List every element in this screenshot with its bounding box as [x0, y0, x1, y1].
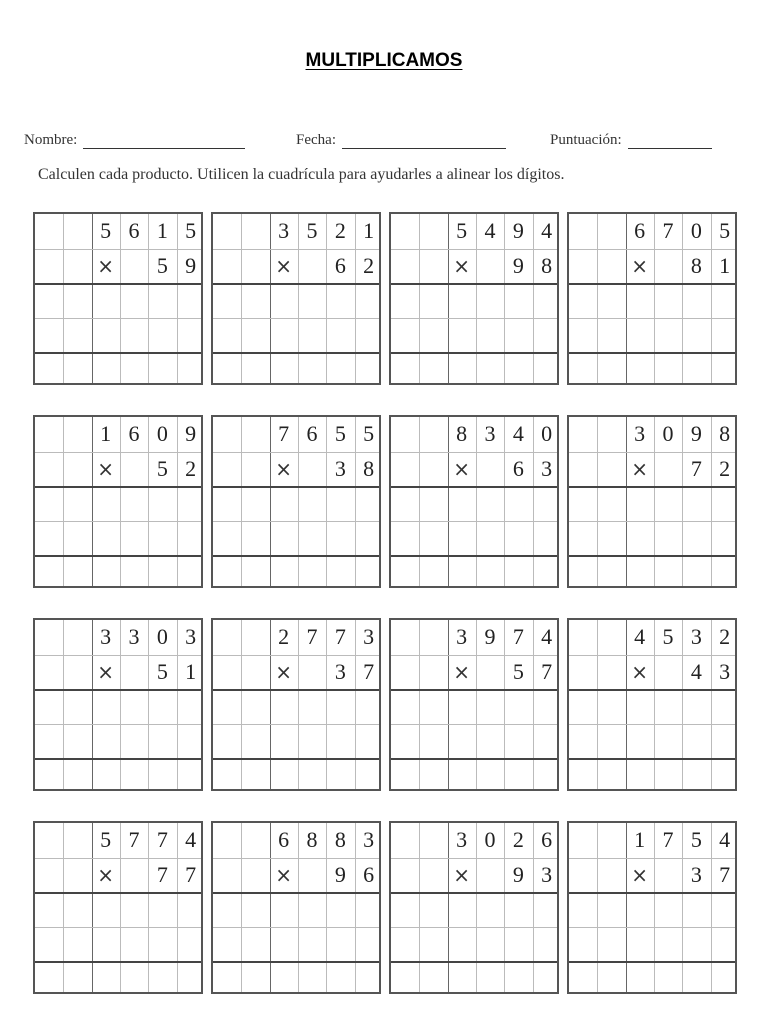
multiplicand-digit: 3	[278, 218, 290, 243]
problem-box	[567, 618, 737, 791]
problem-box	[33, 618, 203, 791]
multiplicand-digit: 6	[278, 827, 290, 852]
multiplicand-digit: 3	[634, 421, 646, 446]
multiplicand-digit: 2	[334, 218, 346, 243]
answer-area[interactable]	[391, 689, 557, 789]
problem-box	[389, 821, 559, 994]
answer-area[interactable]	[391, 486, 557, 586]
multiplicand-digit: 5	[719, 218, 731, 243]
multiplicand-digit: 7	[278, 421, 290, 446]
multiplicand-digit: 3	[456, 827, 468, 852]
multiply-sign: ×	[97, 253, 115, 278]
multiplicand-digit: 3	[363, 827, 375, 852]
multiplicand-digit: 5	[334, 421, 346, 446]
multiplicand-digit: 1	[363, 218, 375, 243]
problem-box	[33, 212, 203, 385]
multiplicand-digit: 6	[306, 421, 318, 446]
multiplier-digit: 7	[690, 455, 702, 481]
multiplicand-digit: 5	[456, 218, 468, 243]
header-fields	[24, 130, 748, 160]
answer-area[interactable]	[569, 283, 735, 383]
multiplicand-digit: 2	[512, 827, 524, 852]
multiplier-digit: 5	[156, 455, 168, 481]
multiplier-digit: 2	[185, 455, 197, 481]
multiplier-digit: 1	[185, 658, 197, 684]
multiplicand-digit: 0	[662, 421, 674, 446]
multiplicand-digit: 4	[634, 624, 646, 649]
multiplier-digit: 4	[690, 658, 702, 684]
multiplicand-digit: 0	[690, 218, 702, 243]
multiplicand-digit: 3	[690, 624, 702, 649]
multiplicand-digit: 0	[541, 421, 553, 446]
multiplicand-digit: 8	[306, 827, 318, 852]
name-label: Nombre:	[24, 132, 78, 148]
multiplier-digit: 8	[363, 455, 375, 481]
instructions-text: Calculen cada producto. Utilicen la cuadrícula para ayudarles a alinear los dígitos.	[38, 166, 565, 183]
multiplier-digit: 7	[363, 658, 375, 684]
multiplicand-digit: 5	[185, 218, 197, 243]
multiplicand-digit: 2	[278, 624, 290, 649]
multiplicand-digit: 7	[156, 827, 168, 852]
multiplier-digit: 9	[334, 861, 346, 887]
multiplicand-digit: 5	[690, 827, 702, 852]
multiply-sign: ×	[275, 456, 293, 481]
multiplier-digit: 8	[690, 252, 702, 278]
multiplicand-digit: 5	[100, 218, 112, 243]
problem-box	[567, 821, 737, 994]
multiplier-digit: 5	[512, 658, 524, 684]
multiplicand-digit: 1	[156, 218, 168, 243]
multiplicand-digit: 6	[634, 218, 646, 243]
problem-box	[389, 618, 559, 791]
multiply-sign: ×	[453, 659, 471, 684]
multiply-sign: ×	[631, 253, 649, 278]
multiplicand-digit: 9	[512, 218, 524, 243]
multiply-sign: ×	[275, 659, 293, 684]
answer-area[interactable]	[35, 689, 201, 789]
multiplier-digit: 7	[156, 861, 168, 887]
multiplier-digit: 5	[156, 252, 168, 278]
multiplier-digit: 9	[185, 252, 197, 278]
answer-area[interactable]	[213, 486, 379, 586]
date-label: Fecha:	[296, 132, 336, 148]
multiplier-digit: 1	[719, 252, 731, 278]
multiplicand-digit: 0	[156, 421, 168, 446]
answer-area[interactable]	[391, 283, 557, 383]
score-blank-line[interactable]	[628, 130, 712, 149]
multiplicand-digit: 6	[128, 421, 140, 446]
multiplicand-digit: 3	[100, 624, 112, 649]
multiplicand-digit: 5	[306, 218, 318, 243]
multiply-sign: ×	[453, 253, 471, 278]
problem-box	[211, 618, 381, 791]
multiply-sign: ×	[631, 456, 649, 481]
multiply-sign: ×	[453, 456, 471, 481]
problem-box	[33, 821, 203, 994]
multiplier-digit: 2	[363, 252, 375, 278]
multiply-sign: ×	[453, 862, 471, 887]
multiplicand-digit: 9	[484, 624, 496, 649]
multiplier-digit: 3	[690, 861, 702, 887]
answer-area[interactable]	[391, 892, 557, 992]
multiplicand-digit: 5	[662, 624, 674, 649]
answer-area[interactable]	[569, 486, 735, 586]
multiply-sign: ×	[631, 659, 649, 684]
multiplicand-digit: 7	[128, 827, 140, 852]
multiply-sign: ×	[631, 862, 649, 887]
multiplicand-digit: 0	[156, 624, 168, 649]
multiplier-digit: 5	[156, 658, 168, 684]
multiplicand-digit: 3	[128, 624, 140, 649]
multiplier-digit: 7	[719, 861, 731, 887]
multiplicand-digit: 4	[185, 827, 197, 852]
multiply-sign: ×	[97, 862, 115, 887]
multiplier-digit: 3	[541, 861, 553, 887]
multiplier-digit: 7	[541, 658, 553, 684]
multiplier-digit: 3	[334, 658, 346, 684]
problem-box	[567, 415, 737, 588]
problem-box	[33, 415, 203, 588]
multiplier-digit: 3	[541, 455, 553, 481]
multiply-sign: ×	[97, 659, 115, 684]
multiplicand-digit: 0	[484, 827, 496, 852]
multiplicand-digit: 1	[100, 421, 112, 446]
multiplicand-digit: 1	[634, 827, 646, 852]
multiply-sign: ×	[97, 456, 115, 481]
multiply-sign: ×	[275, 862, 293, 887]
multiplier-digit: 6	[334, 252, 346, 278]
answer-area[interactable]	[35, 486, 201, 586]
multiplier-digit: 7	[185, 861, 197, 887]
multiplicand-digit: 4	[541, 624, 553, 649]
problems-grid	[33, 212, 737, 992]
multiplicand-digit: 5	[363, 421, 375, 446]
multiplicand-digit: 4	[719, 827, 731, 852]
multiplicand-digit: 7	[306, 624, 318, 649]
multiplicand-digit: 4	[512, 421, 524, 446]
multiplicand-digit: 6	[541, 827, 553, 852]
multiplicand-digit: 4	[484, 218, 496, 243]
multiplier-digit: 6	[363, 861, 375, 887]
answer-area[interactable]	[213, 689, 379, 789]
problem-box	[389, 415, 559, 588]
multiplier-digit: 2	[719, 455, 731, 481]
answer-area[interactable]	[213, 892, 379, 992]
multiplicand-digit: 5	[100, 827, 112, 852]
multiplicand-digit: 2	[719, 624, 731, 649]
multiplicand-digit: 7	[334, 624, 346, 649]
multiplier-digit: 3	[334, 455, 346, 481]
multiplier-digit: 6	[512, 455, 524, 481]
multiplier-digit: 8	[541, 252, 553, 278]
multiplicand-digit: 9	[690, 421, 702, 446]
problem-box	[389, 212, 559, 385]
multiplicand-digit: 7	[512, 624, 524, 649]
problem-box	[211, 212, 381, 385]
problem-box	[567, 212, 737, 385]
multiplicand-digit: 4	[541, 218, 553, 243]
multiply-sign: ×	[275, 253, 293, 278]
multiplicand-digit: 8	[334, 827, 346, 852]
multiplicand-digit: 3	[185, 624, 197, 649]
multiplicand-digit: 6	[128, 218, 140, 243]
answer-area[interactable]	[569, 689, 735, 789]
name-field[interactable]	[24, 130, 245, 149]
multiplicand-digit: 9	[185, 421, 197, 446]
problem-box	[211, 821, 381, 994]
date-field[interactable]	[296, 130, 506, 149]
problem-box	[211, 415, 381, 588]
score-label: Puntuación:	[550, 132, 622, 148]
score-field[interactable]	[550, 130, 712, 149]
multiplicand-digit: 8	[456, 421, 468, 446]
multiplier-digit: 9	[512, 861, 524, 887]
multiplicand-digit: 7	[662, 218, 674, 243]
answer-area[interactable]	[35, 283, 201, 383]
multiplier-digit: 3	[719, 658, 731, 684]
answer-area[interactable]	[35, 892, 201, 992]
answer-area[interactable]	[569, 892, 735, 992]
multiplier-digit: 9	[512, 252, 524, 278]
date-blank-line[interactable]	[342, 130, 506, 149]
answer-area[interactable]	[213, 283, 379, 383]
multiplicand-digit: 8	[719, 421, 731, 446]
multiplicand-digit: 3	[363, 624, 375, 649]
multiplicand-digit: 7	[662, 827, 674, 852]
page-title: MULTIPLICAMOS	[305, 50, 463, 71]
name-blank-line[interactable]	[83, 130, 245, 149]
multiplicand-digit: 3	[456, 624, 468, 649]
multiplicand-digit: 3	[484, 421, 496, 446]
